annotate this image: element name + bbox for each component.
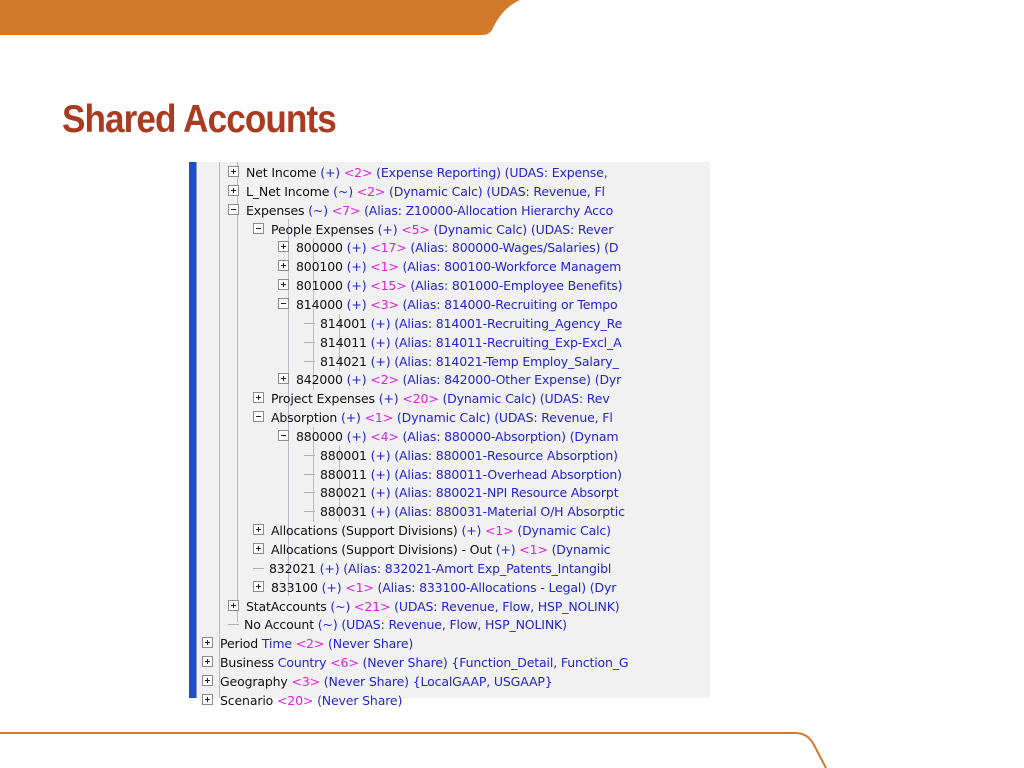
member-properties: (Dynamic Calc) (UDAS: Revenue, Fl: [396, 410, 613, 426]
member-storage: (+): [320, 165, 341, 180]
tree-row[interactable]: [202, 653, 628, 672]
tree-row[interactable]: [228, 201, 613, 220]
member-properties: (Alias: 833100-Allocations - Legal) (Dyr: [377, 579, 617, 595]
member-properties: (Alias: 814000-Recruiting or Tempo: [402, 296, 618, 312]
member-properties: (Alias: 800000-Wages/Salaries) (D: [410, 240, 619, 256]
tree-row[interactable]: [253, 559, 611, 578]
tree-row[interactable]: [253, 389, 610, 408]
member-storage: (+): [346, 372, 367, 388]
tree-guide-line: [237, 162, 238, 622]
member-child-count: <1>: [364, 410, 394, 426]
tree-leaf-connector: [304, 342, 315, 343]
member-storage: (+): [370, 315, 391, 331]
member-child-count: <3>: [291, 673, 320, 689]
tree-leaf-connector: [304, 492, 315, 493]
expand-icon[interactable]: [253, 524, 264, 535]
collapse-icon[interactable]: [253, 411, 264, 422]
member-properties: (Alias: 814001-Recruiting_Agency_Re: [394, 315, 623, 331]
member-properties: (Alias: 880021-NPI Resource Absorpt: [394, 485, 619, 501]
member-name: 814001: [320, 315, 367, 331]
member-properties: (Expense Reporting) (UDAS: Expense,: [376, 165, 608, 180]
member-storage: (+): [346, 240, 367, 256]
member-storage: (+): [370, 504, 391, 520]
expand-icon[interactable]: [253, 392, 264, 403]
member-properties: (Alias: 880000-Absorption) (Dynam: [402, 428, 619, 444]
member-properties: (Alias: 880011-Overhead Absorption): [394, 466, 622, 482]
tree-row[interactable]: [278, 276, 622, 295]
tree-row[interactable]: [278, 238, 618, 257]
tree-leaf-connector: [253, 568, 264, 569]
member-child-count: <6>: [330, 655, 359, 671]
tree-guide-line: [219, 162, 220, 698]
member-storage: (+): [461, 523, 482, 539]
member-child-count: <7>: [331, 202, 361, 218]
page-title: Shared Accounts: [62, 98, 336, 141]
member-name: 880000: [296, 428, 343, 444]
member-name: Allocations (Support Divisions): [271, 523, 458, 539]
member-child-count: <5>: [401, 221, 430, 237]
member-name: 880031: [320, 504, 367, 520]
member-storage: (+): [319, 560, 340, 576]
expand-icon[interactable]: [202, 656, 213, 667]
tree-row[interactable]: [253, 220, 613, 239]
tree-row[interactable]: [304, 446, 618, 465]
tree-leaf-connector: [304, 474, 315, 475]
tree-row[interactable]: [278, 295, 618, 314]
footer-orange-rule: [0, 728, 1024, 768]
member-storage: Time: [261, 636, 292, 652]
tree-row[interactable]: [253, 521, 611, 540]
expand-icon[interactable]: [228, 166, 239, 177]
tree-row[interactable]: [278, 427, 618, 446]
member-child-count: <1>: [370, 259, 399, 275]
member-properties: (Alias: 880001-Resource Absorption): [394, 447, 618, 463]
member-properties: (Never Share) {Function_Detail, Function_G: [362, 655, 629, 671]
tree-leaf-connector: [304, 511, 315, 512]
member-storage: (~): [333, 183, 353, 199]
member-name: 814021: [320, 353, 367, 369]
member-name: Business: [220, 655, 274, 671]
member-name: Absorption: [271, 410, 338, 426]
member-properties: (UDAS: Revenue, Flow, HSP_NOLINK): [341, 617, 567, 633]
member-child-count: <1>: [485, 523, 514, 539]
expand-icon[interactable]: [202, 675, 213, 686]
collapse-icon[interactable]: [253, 223, 264, 234]
member-name: 880021: [320, 485, 367, 501]
collapse-icon[interactable]: [228, 204, 239, 215]
member-name: 814000: [296, 296, 343, 312]
tree-row[interactable]: [228, 615, 567, 634]
member-child-count: <3>: [370, 296, 399, 312]
member-name: 880001: [320, 447, 367, 463]
member-storage: Country: [277, 655, 327, 671]
member-storage: (+): [346, 278, 367, 294]
tree-row[interactable]: [304, 333, 622, 352]
member-name: Project Expenses: [271, 391, 375, 407]
member-name: Geography: [220, 673, 288, 689]
member-properties: (Dynamic Calc): [517, 523, 611, 539]
member-child-count: <4>: [370, 428, 399, 444]
tree-leaf-connector: [304, 361, 315, 362]
expand-icon[interactable]: [202, 637, 213, 648]
member-name: 832021: [269, 560, 316, 576]
member-properties: (Alias: 880031-Material O/H Absorptic: [394, 504, 625, 520]
member-properties: (Alias: 842000-Other Expense) (Dyr: [402, 372, 622, 388]
panel-left-border: [189, 162, 196, 698]
tree-row[interactable]: [228, 182, 605, 201]
tree-row[interactable]: [278, 257, 621, 276]
member-child-count: <2>: [343, 165, 373, 180]
member-storage: (+): [346, 296, 367, 312]
member-properties: (Dynamic Calc) (UDAS: Rev: [442, 391, 610, 407]
member-name: No Account: [244, 617, 314, 633]
expand-icon[interactable]: [278, 241, 289, 252]
member-name: Expenses: [246, 202, 305, 218]
expand-icon[interactable]: [202, 694, 213, 705]
member-storage: (+): [370, 485, 391, 501]
member-properties: (Alias: Z10000-Allocation Hierarchy Acco: [364, 202, 614, 218]
member-storage: (~): [330, 598, 351, 614]
member-storage: (+): [377, 221, 398, 237]
member-name: StatAccounts: [246, 598, 327, 614]
collapse-icon[interactable]: [278, 298, 289, 309]
member-child-count: <2>: [356, 183, 386, 199]
member-properties: (Alias: 801000-Employee Benefits): [410, 278, 623, 294]
member-properties: (Dynamic: [551, 542, 611, 557]
tree-leaf-connector: [228, 624, 239, 625]
tree-row[interactable]: [253, 578, 616, 597]
tree-leaf-connector: [304, 455, 315, 456]
member-name: 842000: [296, 372, 343, 388]
expand-icon[interactable]: [278, 373, 289, 384]
member-name: Period: [220, 636, 259, 652]
member-name: 880011: [320, 466, 367, 482]
member-properties: (Alias: 814021-Temp Employ_Salary_: [394, 353, 619, 369]
expand-icon[interactable]: [278, 260, 289, 271]
member-child-count: <2>: [370, 372, 399, 388]
member-storage: (+): [495, 542, 516, 557]
member-name: Allocations (Support Divisions) - Out: [271, 542, 492, 557]
header-orange-band: [0, 0, 520, 35]
member-child-count: <20>: [276, 692, 314, 708]
expand-icon[interactable]: [253, 543, 264, 554]
member-child-count: <17>: [370, 240, 407, 256]
member-child-count: <15>: [370, 278, 407, 294]
member-storage: (+): [370, 466, 391, 482]
member-storage: (+): [341, 410, 361, 426]
tree-row[interactable]: [304, 502, 625, 521]
tree-row[interactable]: [253, 540, 610, 559]
member-storage: (+): [346, 428, 367, 444]
tree-row[interactable]: [304, 352, 619, 371]
member-properties: (Alias: 814011-Recruiting_Exp-Excl_A: [394, 334, 622, 350]
expand-icon[interactable]: [278, 279, 289, 290]
tree-row[interactable]: [304, 465, 622, 484]
member-properties: (Never Share): [328, 636, 414, 652]
tree-row[interactable]: [304, 314, 622, 333]
member-properties: (Never Share) {LocalGAAP, USGAAP}: [323, 673, 553, 689]
tree-row[interactable]: [202, 634, 413, 653]
expand-icon[interactable]: [228, 600, 239, 611]
tree-row[interactable]: [228, 597, 620, 616]
member-storage: (+): [370, 334, 391, 350]
member-child-count: <2>: [295, 636, 325, 652]
tree-row[interactable]: [228, 163, 608, 182]
member-storage: (~): [317, 617, 338, 633]
tree-row[interactable]: [202, 691, 402, 710]
tree-row[interactable]: [278, 370, 621, 389]
expand-icon[interactable]: [228, 185, 239, 196]
expand-icon[interactable]: [253, 581, 264, 592]
tree-row[interactable]: [304, 483, 618, 502]
member-name: 800000: [296, 240, 343, 256]
member-child-count: <1>: [519, 542, 548, 557]
panel-inner-border: [196, 162, 197, 698]
member-properties: (Dynamic Calc) (UDAS: Rever: [433, 221, 614, 237]
member-child-count: <20>: [402, 391, 439, 407]
tree-row[interactable]: [253, 408, 613, 427]
outline-tree-panel[interactable]: [189, 162, 710, 708]
member-properties: (Alias: 800100-Workforce Managem: [402, 259, 622, 275]
member-properties: (Dynamic Calc) (UDAS: Revenue, Fl: [389, 183, 605, 199]
member-name: Scenario: [220, 692, 274, 708]
member-name: 833100: [271, 579, 318, 595]
member-name: Net Income: [246, 165, 317, 180]
tree-leaf-connector: [304, 323, 315, 324]
member-child-count: <21>: [354, 598, 391, 614]
member-storage: (+): [321, 579, 342, 595]
member-properties: (Never Share): [317, 692, 403, 708]
member-name: People Expenses: [271, 221, 374, 237]
member-storage: (+): [370, 447, 391, 463]
member-storage: (~): [308, 202, 328, 218]
member-name: 800100: [296, 259, 343, 275]
collapse-icon[interactable]: [278, 430, 289, 441]
member-storage: (+): [346, 259, 367, 275]
member-name: L_Net Income: [246, 183, 330, 199]
member-name: 814011: [320, 334, 367, 350]
member-properties: (Alias: 832021-Amort Exp_Patents_Intangibl: [343, 560, 612, 576]
member-storage: (+): [370, 353, 391, 369]
member-name: 801000: [296, 278, 343, 294]
member-child-count: <1>: [345, 579, 374, 595]
member-properties: (UDAS: Revenue, Flow, HSP_NOLINK): [394, 598, 620, 614]
tree-row[interactable]: [202, 672, 553, 691]
member-storage: (+): [378, 391, 399, 407]
